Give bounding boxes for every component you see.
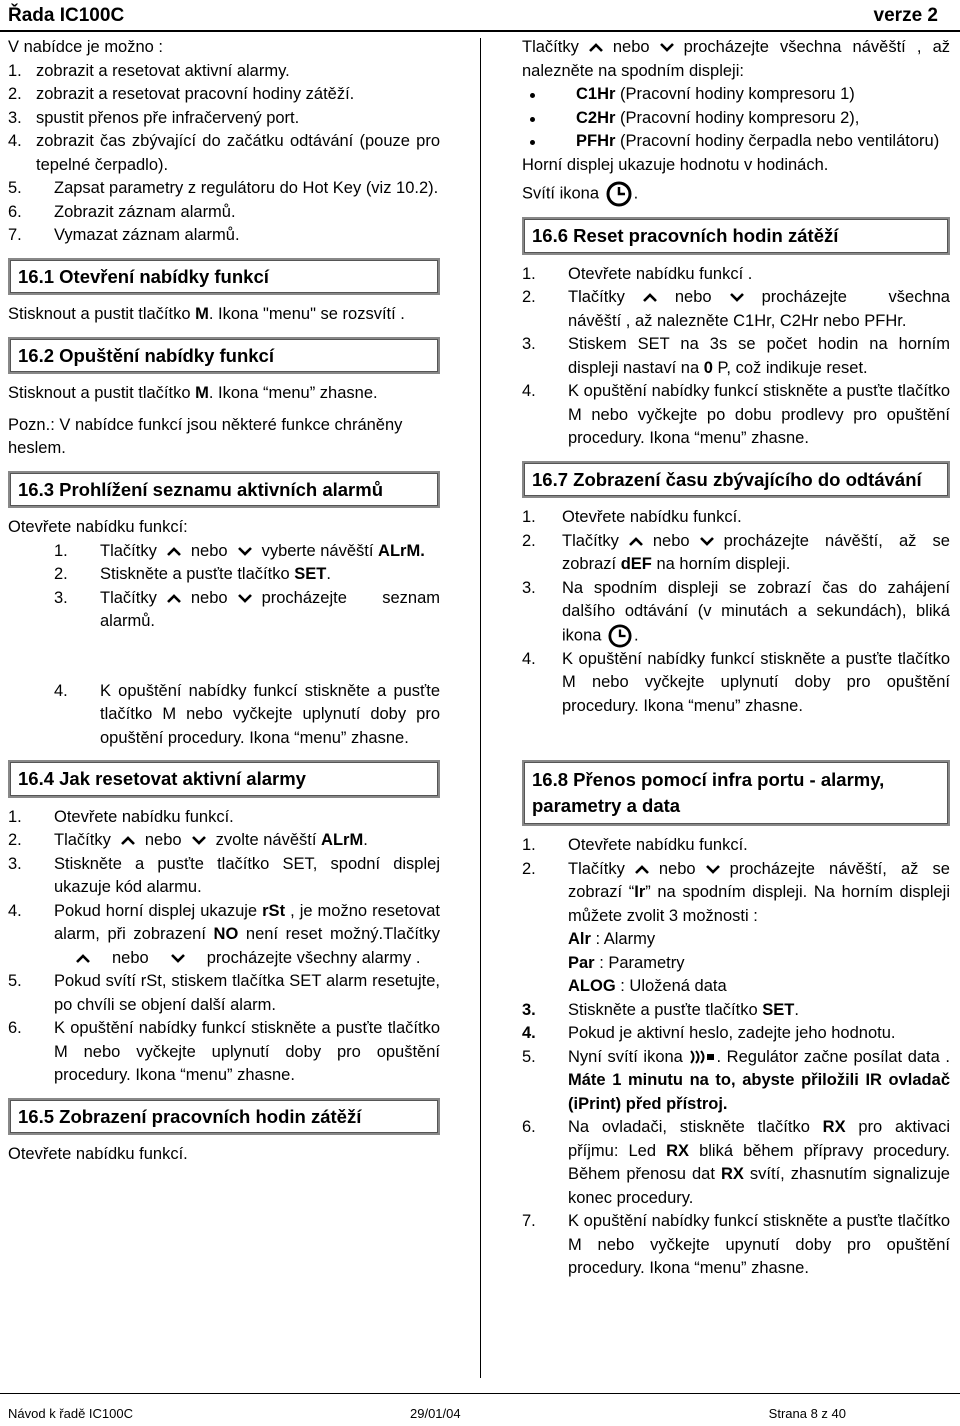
section-16-6-list <box>522 263 950 451</box>
list-item: 2. Tlačítky nebo procházejte návěští, až se zobrazí dEF na horním displeji. <box>522 531 950 573</box>
footer-divider <box>0 1393 960 1394</box>
footer-date: 29/01/04 <box>410 1406 461 1421</box>
up-arrow-icon <box>167 547 181 556</box>
section-heading-16-8: 16.8 Přenos pomocí infra portu - alarmy, parametry a data <box>522 760 950 826</box>
down-arrow-icon <box>706 865 720 874</box>
down-arrow-icon <box>238 594 252 603</box>
footer-page-number: Strana 8 z 40 <box>768 1406 846 1421</box>
up-arrow-icon <box>589 43 603 52</box>
header-series: Řada IC100C <box>8 5 125 26</box>
list-item: 5. Zapsat parametry z regulátoru do Hot Key (viz 10.2). <box>8 179 439 197</box>
list-item: Par : Parametry <box>568 953 685 972</box>
list-item: 1. Otevřete nabídku funkcí . <box>522 264 753 283</box>
menu-capabilities-list <box>8 60 440 248</box>
list-item: Alr : Alarmy <box>568 930 656 948</box>
section-16-4-list <box>8 806 440 1088</box>
hours-note: Horní displej ukazuje hodnotu v hodinách. <box>522 155 829 174</box>
list-item: 3. spustit přenos pře infračervený port. <box>8 108 300 127</box>
list-item: 3. Stiskněte a pusťte tlačítko SET. <box>522 1000 799 1019</box>
list-item: 5. Pokud svítí rSt, stiskem tlačítka SET alarm resetujte, po chvíli se objení další alarm. <box>8 972 440 1014</box>
column-divider <box>480 38 481 1378</box>
down-arrow-icon <box>700 537 714 546</box>
right-column <box>522 36 950 1281</box>
list-item: 6. Na ovladači, stiskněte tlačítko RX pro aktivaci příjmu: Led RX bliká během přípravy procedury. Během přenosu dat RX svítí, zhasnutím signalizuje konec procedury. <box>522 1118 950 1207</box>
down-arrow-icon <box>730 293 744 302</box>
header-version: verze 2 <box>873 5 938 26</box>
up-arrow-icon <box>76 954 90 963</box>
list-item: 1. Otevřete nabídku funkcí. <box>522 836 748 854</box>
section-16-7-list <box>522 506 950 718</box>
infrared-icon <box>688 1049 716 1065</box>
list-item: 2. Tlačítky nebo procházejte všechna návěští , až nalezněte C1Hr, C2Hr nebo PFHr. <box>522 288 950 330</box>
down-arrow-icon <box>192 836 206 845</box>
down-arrow-icon <box>171 954 185 963</box>
hours-intro: Tlačítky nebo procházejte všechna návěští , až nalezněte na spodním displeji: <box>522 38 950 80</box>
list-item: 7. K opuštění nabídky funkcí stiskněte a pusťte tlačítko M nebo vyčkejte upynutí doby pro opuštění procedury. Ikona “menu” zhasne. <box>522 1212 950 1277</box>
password-note: Pozn.: V nabídce funkcí jsou některé funkce chráněny heslem. <box>8 415 403 457</box>
up-arrow-icon <box>643 293 657 302</box>
list-item: 7. Vymazat záznam alarmů. <box>8 226 240 244</box>
clock-icon <box>606 624 634 648</box>
up-arrow-icon <box>635 865 649 874</box>
list-item: 6. K opuštění nabídky funkcí stiskněte a pusťte tlačítko M nebo vyčkejte uplynutí doby pro opuštění procedury. Ikona “menu” zhasne. <box>8 1019 440 1084</box>
section-16-8-list <box>522 834 950 1281</box>
list-item: PFHr (Pracovní hodiny čerpadla nebo ventilátoru) <box>522 130 950 154</box>
menu-intro: V nabídce je možno : <box>8 38 164 56</box>
section-heading-16-3: 16.3 Prohlížení seznamu aktivních alarmů <box>8 471 440 509</box>
header-divider <box>0 30 960 32</box>
list-item: 4. zobrazit čas zbývající do začátku odtávání (pouze pro tepelné čerpadlo). <box>8 132 440 174</box>
section-heading-16-4: 16.4 Jak resetovat aktivní alarmy <box>8 760 440 798</box>
section-16-5-intro: Otevřete nabídku funkcí. <box>8 1145 188 1163</box>
list-item: 1. Otevřete nabídku funkcí. <box>522 508 742 526</box>
list-item: 1. zobrazit a resetovat aktivní alarmy. <box>8 61 290 80</box>
list-item: 2. zobrazit a resetovat pracovní hodiny zátěží. <box>8 85 355 103</box>
list-item: 4. K opuštění nabídky funkcí stiskněte a pusťte tlačítko M nebo vyčkejte po dobu prodlevy pro opuštění procedury. Ikona “menu” zhasne. <box>522 382 950 447</box>
list-item: 2. Tlačítky nebo zvolte návěští ALrM. <box>8 831 368 849</box>
list-item: 3. Tlačítky nebo procházejte seznam alarmů. <box>54 588 440 630</box>
list-item: 3. Stiskem SET na 3s se počet hodin na horním displeji nastaví na 0 P, což indikuje reset. <box>522 335 950 377</box>
section-heading-16-7: 16.7 Zobrazení času zbývajícího do odtávání <box>522 461 950 499</box>
section-heading-16-1: 16.1 Otevření nabídky funkcí <box>8 258 440 296</box>
up-arrow-icon <box>629 537 643 546</box>
list-item: C2Hr (Pracovní hodiny kompresoru 2), <box>522 107 950 131</box>
list-item: 6. Zobrazit záznam alarmů. <box>8 202 236 221</box>
down-arrow-icon <box>660 43 674 52</box>
section-16-2-text: Stisknout a pustit tlačítko M. Ikona “menu” zhasne. <box>8 384 378 402</box>
list-item: 5. Nyní svítí ikona . Regulátor začne posílat data . Máte 1 minutu na to, abyste přiložili IR ovladač (iPrint) před přístroj. <box>522 1047 951 1113</box>
list-item: 4. Pokud horní displej ukazuje rSt , je možno resetovat alarm, při zobrazení NO není reset možný.Tlačítkynebo procházejte všechny alarmy . <box>8 901 440 967</box>
footer-title: Návod k řadě IC100C <box>8 1406 134 1421</box>
list-item: 1. Otevřete nabídku funkcí. <box>8 807 234 826</box>
down-arrow-icon <box>238 547 252 556</box>
clock-icon <box>604 181 634 207</box>
section-16-3-intro: Otevřete nabídku funkcí: <box>8 518 188 536</box>
up-arrow-icon <box>167 594 181 603</box>
section-heading-16-6: 16.6 Reset pracovních hodin zátěží <box>522 217 950 255</box>
section-heading-16-2: 16.2 Opuštění nabídky funkcí <box>8 337 440 375</box>
list-item: 4. K opuštění nabídky funkcí stiskněte a pusťte tlačítko M nebo vyčkejte uplynutí doby pro opuštění procedury. Ikona “menu” zhasne. <box>54 681 440 747</box>
section-heading-16-5: 16.5 Zobrazení pracovních hodin zátěží <box>8 1098 440 1136</box>
list-item: ALOG : Uložená data <box>568 977 727 995</box>
left-column <box>8 36 440 1167</box>
list-item: 3. Stiskněte a pusťte tlačítko SET, spodní displej ukazuje kód alarmu. <box>8 854 440 896</box>
section-16-1-text: Stisknout a pustit tlačítko M. Ikona "menu" se rozsvítí . <box>8 305 405 323</box>
list-item: 4. Pokud je aktivní heslo, zadejte jeho hodnotu. <box>522 1024 896 1042</box>
list-item: 3. Na spodním displeji se zobrazí čas do zahájení dalšího odtávání (v minutách a sekundách), bliká ikona . <box>522 577 950 648</box>
up-arrow-icon <box>121 836 135 845</box>
list-item: 2. Tlačítky nebo procházejte návěští, až se zobrazí “Ir” na spodním displeji. Na horním displeji můžete zvolit 3 možnosti : <box>522 859 951 925</box>
infra-options <box>522 928 950 999</box>
list-item: 4. K opuštění nabídky funkcí stiskněte a pusťte tlačítko M nebo vyčkejte uplynutí doby pro opuštění procedury. Ikona “menu” zhasne. <box>522 649 950 715</box>
section-16-3-list <box>8 540 440 751</box>
list-item: 1. Tlačítky nebo vyberte návěští ALrM. <box>54 541 425 560</box>
list-item: C1Hr (Pracovní hodiny kompresoru 1) <box>522 83 950 107</box>
icon-line: Svítí ikona . <box>522 181 950 207</box>
list-item: 2. Stiskněte a pusťte tlačítko SET. <box>54 565 331 583</box>
